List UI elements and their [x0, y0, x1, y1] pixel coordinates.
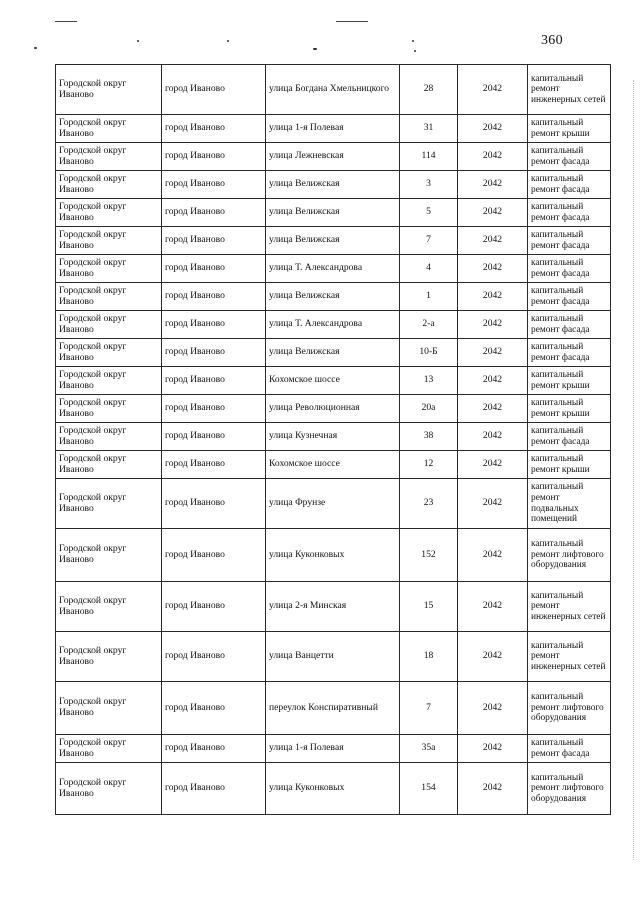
street-cell: улица Велижская — [266, 227, 400, 255]
table-row — [56, 582, 611, 632]
locality-cell: город Иваново — [162, 479, 266, 529]
locality-cell: город Иваново — [162, 311, 266, 339]
year-cell: 2042 — [458, 367, 528, 395]
street-cell: улица 2-я Минская — [266, 582, 400, 632]
work-type-cell: капитальный ремонт фасада — [528, 227, 611, 255]
locality-cell: город Иваново — [162, 283, 266, 311]
table-row — [56, 311, 611, 339]
house-number-cell: 1 — [400, 283, 458, 311]
house-number-cell: 114 — [400, 143, 458, 171]
municipality-cell: Городской округ Иваново — [56, 255, 162, 283]
work-type-cell: капитальный ремонт фасада — [528, 143, 611, 171]
street-cell: улица Ванцетти — [266, 632, 400, 682]
register-table-body — [56, 65, 611, 815]
table-row — [56, 423, 611, 451]
year-cell: 2042 — [458, 65, 528, 115]
work-type-cell: капитальный ремонт крыши — [528, 395, 611, 423]
scan-speck — [227, 40, 229, 42]
year-cell: 2042 — [458, 115, 528, 143]
street-cell: улица Кузнечная — [266, 423, 400, 451]
street-cell: улица Куконковых — [266, 763, 400, 815]
table-row — [56, 682, 611, 735]
scan-line-left — [55, 21, 77, 22]
street-cell: улица Велижская — [266, 339, 400, 367]
municipality-cell: Городской округ Иваново — [56, 632, 162, 682]
house-number-cell: 4 — [400, 255, 458, 283]
house-number-cell: 12 — [400, 451, 458, 479]
house-number-cell: 154 — [400, 763, 458, 815]
table-row — [56, 451, 611, 479]
work-type-cell: капитальный ремонт крыши — [528, 367, 611, 395]
street-cell: улица Куконковых — [266, 529, 400, 582]
municipality-cell: Городской округ Иваново — [56, 682, 162, 735]
municipality-cell: Городской округ Иваново — [56, 283, 162, 311]
year-cell: 2042 — [458, 255, 528, 283]
work-type-cell: капитальный ремонт лифтового оборудования — [528, 529, 611, 582]
year-cell: 2042 — [458, 423, 528, 451]
locality-cell: город Иваново — [162, 582, 266, 632]
work-type-cell: капитальный ремонт фасада — [528, 423, 611, 451]
scan-speck — [414, 50, 416, 52]
municipality-cell: Городской округ Иваново — [56, 735, 162, 763]
year-cell: 2042 — [458, 763, 528, 815]
locality-cell: город Иваново — [162, 171, 266, 199]
year-cell: 2042 — [458, 227, 528, 255]
municipality-cell: Городской округ Иваново — [56, 395, 162, 423]
house-number-cell: 152 — [400, 529, 458, 582]
locality-cell: город Иваново — [162, 65, 266, 115]
locality-cell: город Иваново — [162, 143, 266, 171]
street-cell: улица Велижская — [266, 171, 400, 199]
year-cell: 2042 — [458, 479, 528, 529]
house-number-cell: 13 — [400, 367, 458, 395]
year-cell: 2042 — [458, 311, 528, 339]
scan-edge-dots — [632, 80, 634, 860]
scan-speck — [137, 40, 139, 42]
scan-speck — [313, 48, 317, 50]
year-cell: 2042 — [458, 171, 528, 199]
locality-cell: город Иваново — [162, 115, 266, 143]
house-number-cell: 7 — [400, 227, 458, 255]
work-type-cell: капитальный ремонт фасада — [528, 311, 611, 339]
table-row — [56, 632, 611, 682]
municipality-cell: Городской округ Иваново — [56, 763, 162, 815]
municipality-cell: Городской округ Иваново — [56, 65, 162, 115]
municipality-cell: Городской округ Иваново — [56, 423, 162, 451]
municipality-cell: Городской округ Иваново — [56, 199, 162, 227]
street-cell: улица Лежневская — [266, 143, 400, 171]
municipality-cell: Городской округ Иваново — [56, 479, 162, 529]
work-type-cell: капитальный ремонт инженерных сетей — [528, 582, 611, 632]
table-row — [56, 529, 611, 582]
work-type-cell: капитальный ремонт фасада — [528, 171, 611, 199]
work-type-cell: капитальный ремонт подвальных помещений — [528, 479, 611, 529]
table-row — [56, 339, 611, 367]
table-row — [56, 65, 611, 115]
street-cell: улица 1-я Полевая — [266, 115, 400, 143]
municipality-cell: Городской округ Иваново — [56, 529, 162, 582]
year-cell: 2042 — [458, 199, 528, 227]
locality-cell: город Иваново — [162, 423, 266, 451]
work-type-cell: капитальный ремонт крыши — [528, 451, 611, 479]
street-cell: улица Велижская — [266, 199, 400, 227]
locality-cell: город Иваново — [162, 632, 266, 682]
house-number-cell: 35а — [400, 735, 458, 763]
work-type-cell: капитальный ремонт фасада — [528, 735, 611, 763]
house-number-cell: 2-а — [400, 311, 458, 339]
scan-speck — [34, 47, 37, 49]
street-cell: улица 1-я Полевая — [266, 735, 400, 763]
street-cell: улица Революционная — [266, 395, 400, 423]
locality-cell: город Иваново — [162, 735, 266, 763]
table-row — [56, 199, 611, 227]
year-cell: 2042 — [458, 451, 528, 479]
street-cell: переулок Конспиративный — [266, 682, 400, 735]
scan-speck — [412, 40, 414, 42]
year-cell: 2042 — [458, 529, 528, 582]
municipality-cell: Городской округ Иваново — [56, 227, 162, 255]
year-cell: 2042 — [458, 682, 528, 735]
municipality-cell: Городской округ Иваново — [56, 367, 162, 395]
year-cell: 2042 — [458, 283, 528, 311]
house-number-cell: 15 — [400, 582, 458, 632]
house-number-cell: 10-Б — [400, 339, 458, 367]
locality-cell: город Иваново — [162, 199, 266, 227]
table-row — [56, 171, 611, 199]
municipality-cell: Городской округ Иваново — [56, 582, 162, 632]
table-row — [56, 255, 611, 283]
work-type-cell: капитальный ремонт лифтового оборудования — [528, 763, 611, 815]
work-type-cell: капитальный ремонт фасада — [528, 255, 611, 283]
year-cell: 2042 — [458, 735, 528, 763]
year-cell: 2042 — [458, 395, 528, 423]
street-cell: улица Велижская — [266, 283, 400, 311]
municipality-cell: Городской округ Иваново — [56, 171, 162, 199]
locality-cell: город Иваново — [162, 227, 266, 255]
house-number-cell: 28 — [400, 65, 458, 115]
scan-line-right — [336, 21, 368, 22]
year-cell: 2042 — [458, 632, 528, 682]
table-row — [56, 283, 611, 311]
municipality-cell: Городской округ Иваново — [56, 311, 162, 339]
work-type-cell: капитальный ремонт фасада — [528, 283, 611, 311]
locality-cell: город Иваново — [162, 395, 266, 423]
year-cell: 2042 — [458, 339, 528, 367]
table-row — [56, 763, 611, 815]
locality-cell: город Иваново — [162, 682, 266, 735]
house-number-cell: 7 — [400, 682, 458, 735]
locality-cell: город Иваново — [162, 529, 266, 582]
house-number-cell: 3 — [400, 171, 458, 199]
table-row — [56, 367, 611, 395]
year-cell: 2042 — [458, 582, 528, 632]
street-cell: улица Фрунзе — [266, 479, 400, 529]
table-row — [56, 479, 611, 529]
locality-cell: город Иваново — [162, 339, 266, 367]
street-cell: Кохомское шоссе — [266, 451, 400, 479]
work-type-cell: капитальный ремонт крыши — [528, 115, 611, 143]
work-type-cell: капитальный ремонт фасада — [528, 199, 611, 227]
table-row — [56, 735, 611, 763]
house-number-cell: 20а — [400, 395, 458, 423]
table-row — [56, 395, 611, 423]
house-number-cell: 5 — [400, 199, 458, 227]
street-cell: улица Т. Александрова — [266, 255, 400, 283]
locality-cell: город Иваново — [162, 763, 266, 815]
house-number-cell: 38 — [400, 423, 458, 451]
table-row — [56, 143, 611, 171]
street-cell: улица Т. Александрова — [266, 311, 400, 339]
register-table — [55, 64, 611, 815]
municipality-cell: Городской округ Иваново — [56, 339, 162, 367]
table-row — [56, 227, 611, 255]
house-number-cell: 23 — [400, 479, 458, 529]
street-cell: Кохомское шоссе — [266, 367, 400, 395]
municipality-cell: Городской округ Иваново — [56, 143, 162, 171]
municipality-cell: Городской округ Иваново — [56, 115, 162, 143]
work-type-cell: капитальный ремонт лифтового оборудования — [528, 682, 611, 735]
house-number-cell: 31 — [400, 115, 458, 143]
locality-cell: город Иваново — [162, 367, 266, 395]
work-type-cell: капитальный ремонт инженерных сетей — [528, 65, 611, 115]
table-row — [56, 115, 611, 143]
locality-cell: город Иваново — [162, 255, 266, 283]
year-cell: 2042 — [458, 143, 528, 171]
street-cell: улица Богдана Хмельницкого — [266, 65, 400, 115]
locality-cell: город Иваново — [162, 451, 266, 479]
municipality-cell: Городской округ Иваново — [56, 451, 162, 479]
page-number: 360 — [541, 33, 563, 48]
work-type-cell: капитальный ремонт фасада — [528, 339, 611, 367]
house-number-cell: 18 — [400, 632, 458, 682]
work-type-cell: капитальный ремонт инженерных сетей — [528, 632, 611, 682]
